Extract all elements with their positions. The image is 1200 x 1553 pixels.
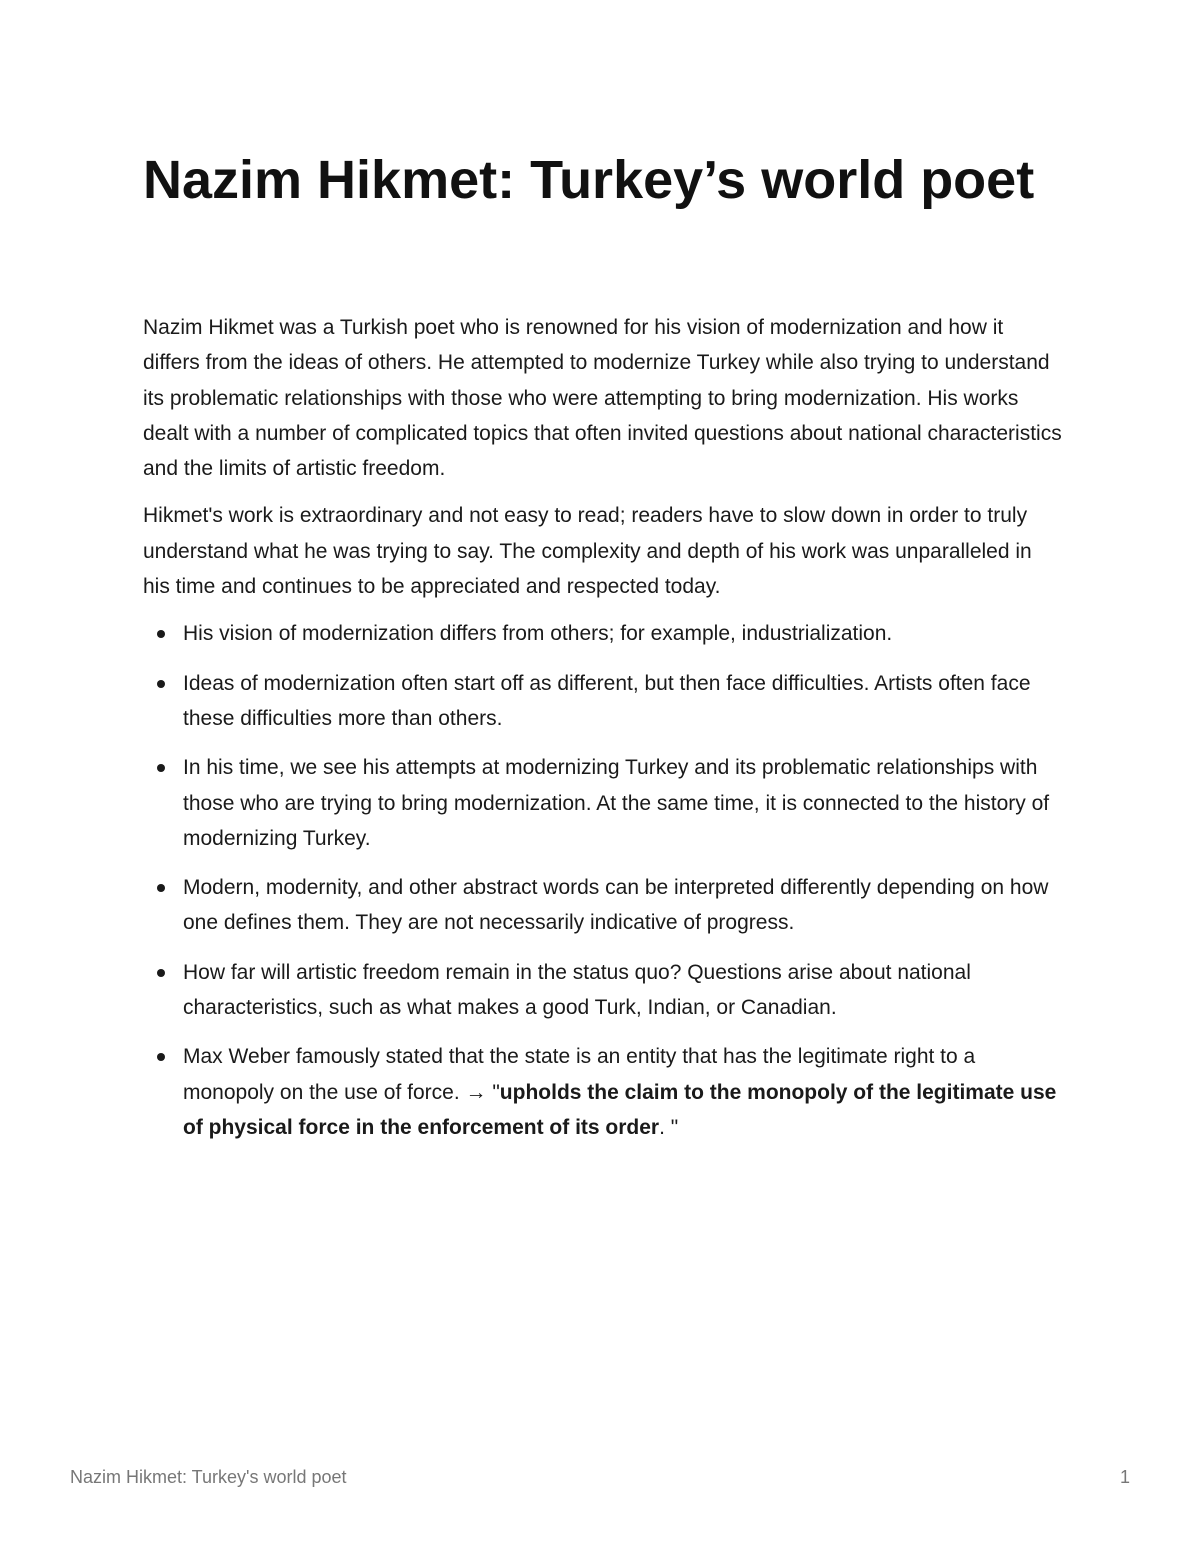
page-number: 1 [1119, 1467, 1130, 1487]
bullet-icon [157, 969, 165, 977]
list-item [143, 666, 1063, 737]
list-item [143, 616, 1063, 651]
list-item-text: In his time, we see his attempts at modernizing Turkey and its problematic relationships with those who are trying to bring modernization. At the same time, it is connected to the history of modernizing Turkey. [183, 756, 1050, 850]
bullet-icon [157, 680, 165, 688]
list-item [143, 955, 1063, 1026]
footer-title: Nazim Hikmet: Turkey's world poet [70, 1467, 347, 1487]
paragraph-work: Hikmet's work is extraordinary and not easy to read; readers have to slow down in order to truly understand what he was trying to say. The complexity and depth of his work was unparalleled in his time and continues to be appreciated and respected today. [143, 504, 1032, 599]
list-item-text: Max Weber famously stated that the state is an entity that has the legitimate right to a monopoly on the use of force. → " [183, 1045, 976, 1104]
list-item [143, 1039, 1063, 1145]
bullet-icon [157, 764, 165, 772]
weber-quote-bold: upholds the claim to the monopoly of the legitimate use of physical force in the enforcement of its order [183, 1080, 1057, 1139]
body-text [143, 310, 1063, 1145]
bullet-list [143, 616, 1063, 1145]
list-item [143, 750, 1063, 856]
page-footer [70, 1464, 1130, 1490]
document-content [143, 145, 1063, 1159]
list-item [143, 870, 1063, 941]
list-item-text: How far will artistic freedom remain in the status quo? Questions arise about national characteristics, such as what makes a good Turk, Indian, or Canadian. [183, 960, 971, 1020]
list-item-text: His vision of modernization differs from others; for example, industrialization. [183, 622, 893, 646]
page-title: Nazim Hikmet: Turkey’s world poet [143, 150, 1035, 210]
paragraph-intro: Nazim Hikmet was a Turkish poet who is renowned for his vision of modernization and how it differs from the ideas of others. He attempted to modernize Turkey while also trying to understand its problematic relationships with those who were attempting to bring modernization. His works dealt with a number of complicated topics that often invited questions about national characteristics and the limits of artistic freedom. [143, 316, 1062, 481]
list-item-text: Modern, modernity, and other abstract words can be interpreted differently depending on how one defines them. They are not necessarily indicative of progress. [183, 876, 1049, 935]
list-item-text: Ideas of modernization often start off as different, but then face difficulties. Artists often face these difficulties more than others. [183, 671, 1031, 730]
bullet-icon [157, 884, 165, 892]
bullet-icon [157, 1053, 165, 1061]
bullet-icon [157, 630, 165, 638]
quote-closing: . " [659, 1115, 679, 1139]
